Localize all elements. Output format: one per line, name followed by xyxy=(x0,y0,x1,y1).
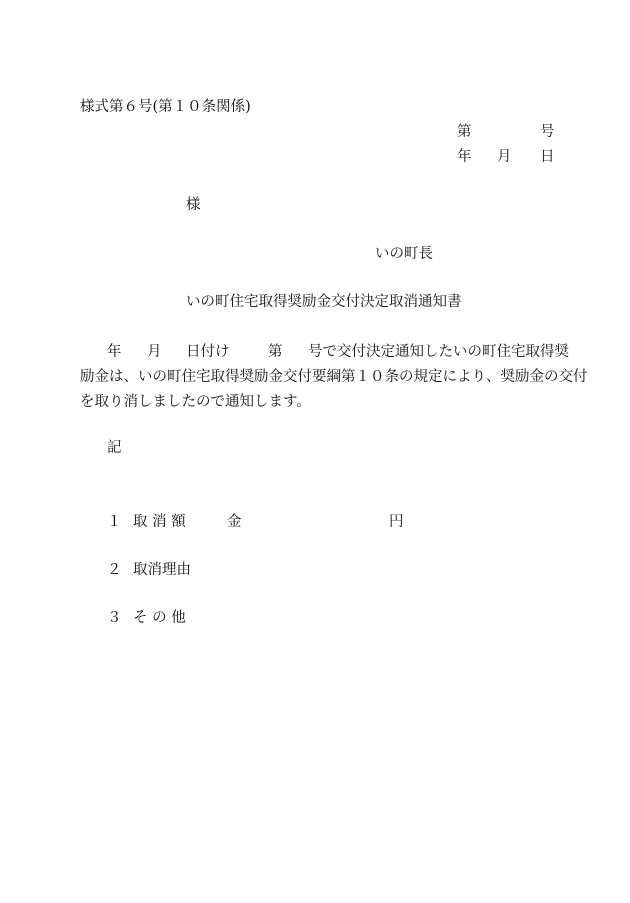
item-number: １ xyxy=(107,514,122,530)
recipient-suffix: 様 xyxy=(186,197,201,213)
issuer: いの町長 xyxy=(375,246,433,262)
header-number-suffix: 号 xyxy=(540,124,555,140)
body-line-3: を取り消しましたので通知します。 xyxy=(80,394,311,410)
item-number: ３ xyxy=(107,610,122,626)
ki-heading: 記 xyxy=(107,440,122,456)
body-line-1-rest: 号で交付決定通知したいの町住宅取得奨 xyxy=(308,344,569,360)
body-line-2: 励金は、いの町住宅取得奨励金交付要綱第１０条の規定により、奨励金の交付 xyxy=(80,369,588,385)
form-number: 様式第６号(第１０条関係) xyxy=(80,99,251,115)
amount-unit: 円 xyxy=(389,514,404,530)
item-label: 取消理由 xyxy=(133,562,191,578)
header-date-month: 月 xyxy=(497,149,512,165)
body-day-dated: 日付け xyxy=(186,344,230,360)
body-month: 月 xyxy=(147,344,162,360)
amount-prefix: 金 xyxy=(227,514,242,530)
header-date-year: 年 xyxy=(457,149,472,165)
body-number-prefix: 第 xyxy=(268,344,283,360)
body-year: 年 xyxy=(107,344,122,360)
item-label: そ の 他 xyxy=(133,610,186,626)
item-number: ２ xyxy=(107,562,122,578)
item-label: 取 消 額 xyxy=(133,514,186,530)
header-date-day: 日 xyxy=(540,149,555,165)
document-title: いの町住宅取得奨励金交付決定取消通知書 xyxy=(186,294,462,310)
header-number-prefix: 第 xyxy=(457,124,472,140)
